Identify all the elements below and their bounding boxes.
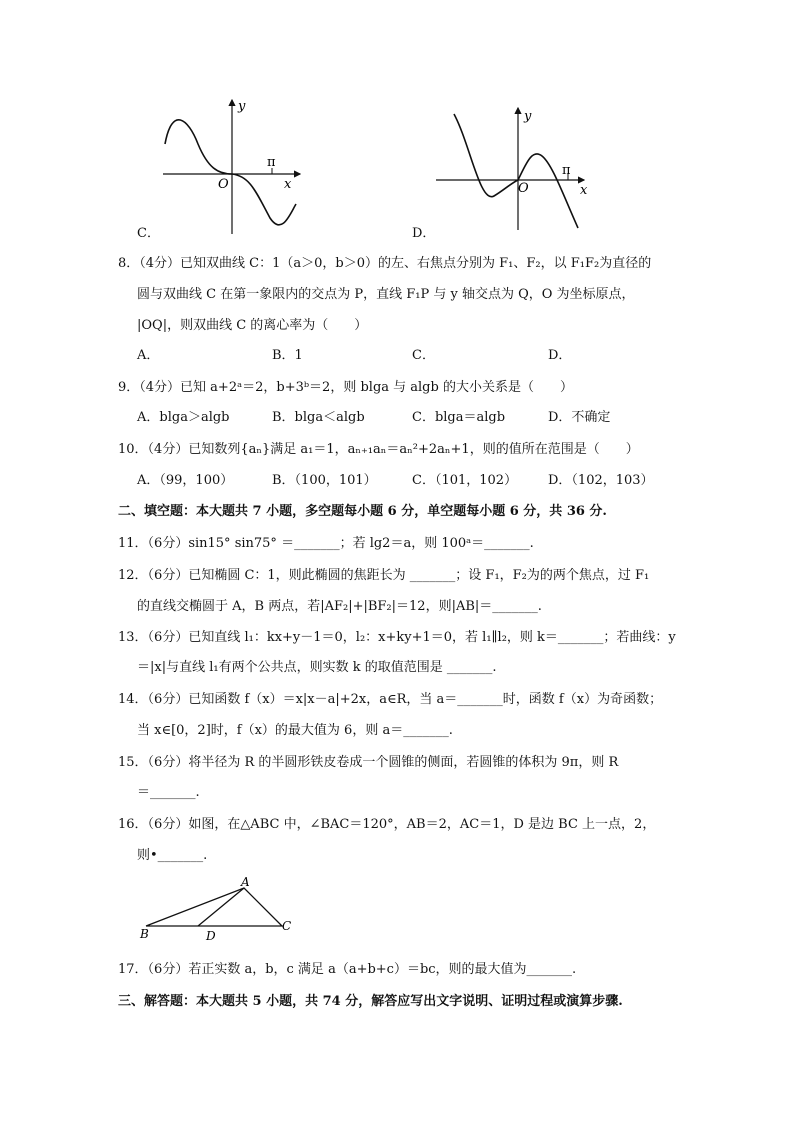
section-2-heading: 二、填空题：本大题共 7 小题，多空题每小题 6 分，单空题每小题 6 分，共 36 分. [118,504,607,519]
curve-d [454,114,578,228]
q17: 17．（6分）若正实数 a，b，c 满足 a（a+b+c）＝bc，则的最大值为_______. [118,962,577,977]
vertex-b: B [140,927,149,941]
q8-option-b: B．1 [272,348,303,363]
q12-line1: 12．（6分）已知椭圆 C：1，则此椭圆的焦距长为 _______；设 F₁，F₂为的两个焦点，过 F₁ [118,568,650,583]
option-c-label: C． [137,226,160,241]
q12-line2: 的直线交椭圆于 A，B 两点，若|AF₂|+|BF₂|＝12，则|AB|＝_______. [137,599,542,614]
triangle-figure [138,876,298,942]
q9-line1: 9．（4分）已知 a+2ᵃ＝2，b+3ᵇ＝2，则 blga 与 algb 的大小关系是（ ） [118,380,573,395]
section-3-heading: 三、解答题：本大题共 5 小题，共 74 分，解答应写出文字说明、证明过程或演算步骤. [118,994,623,1009]
origin-label: O [518,181,529,196]
q8-option-c: C． [412,348,435,363]
pi-label: π [562,163,571,178]
triangle-abc [146,888,282,926]
y-label: y [238,99,246,114]
x-label: x [580,183,588,198]
q8-line3: |OQ|，则双曲线 C 的离心率为（ ） [137,318,368,333]
q16-line2: 则•_______. [137,848,208,863]
q10-option-a: A．（99，100） [137,473,234,488]
q15-line2: ＝_______. [137,785,200,800]
graph-c [160,96,305,238]
q11: 11．（6分）sin15° sin75° ＝_______；若 lg2＝a，则 100ᵃ＝_______. [118,536,534,551]
origin-label: O [218,177,229,192]
q10-option-c: C．（101，102） [412,473,518,488]
q15-line1: 15．（6分）将半径为 R 的半圆形铁皮卷成一个圆锥的侧面，若圆锥的体积为 9π，则 R [118,755,619,770]
q14-line2: 当 x∈[0，2]时，f（x）的最大值为 6，则 a＝_______. [137,723,453,738]
q16-line1: 16．（6分）如图，在△ABC 中，∠BAC＝120°，AB＝2，AC＝1，D 是边 BC 上一点，2， [118,817,656,832]
q8-line1: 8．（4分）已知双曲线 C：1（a＞0，b＞0）的左、右焦点分别为 F₁、F₂，以 F₁F₂为直径的 [118,256,652,271]
x-label: x [284,177,292,192]
q10-line1: 10．（4分）已知数列{aₙ}满足 a₁＝1，aₙ₊₁aₙ＝aₙ²+2aₙ+1，则的值所在范围是（ ） [118,442,639,457]
q9-option-c: C．blga＝algb [412,410,506,425]
segment-ad [198,888,244,926]
q14-line1: 14．（6分）已知函数 f（x）＝x|x－a|+2x，a∈R，当 a＝_______时，函数 f（x）为奇函数； [118,692,663,707]
q8-option-a: A． [137,348,160,363]
curve-c [165,120,296,225]
pi-label: π [267,155,276,170]
q8-line2: 圆与双曲线 C 在第一象限内的交点为 P，直线 F₁P 与 y 轴交点为 Q，O 为坐标原点， [137,287,635,302]
graph-d [432,104,592,232]
vertex-c: C [282,919,292,933]
y-label: y [524,109,532,124]
q9-option-a: A．blga＞algb [137,410,230,425]
point-d: D [206,929,216,942]
q13-line2: ＝|x|与直线 l₁有两个公共点，则实数 k 的取值范围是 _______. [137,660,497,675]
option-d-label: D． [412,226,436,241]
q10-option-d: D．（102，103） [548,473,654,488]
vertex-a: A [241,876,250,889]
q13-line1: 13．（6分）已知直线 l₁：kx+y－1＝0，l₂：x+ky+1＝0，若 l₁∥l₂，则 k＝_______；若曲线：y [118,630,676,645]
q9-option-b: B．blga＜algb [272,410,365,425]
q8-option-d: D． [548,348,572,363]
q9-option-d: D．不确定 [548,410,611,425]
q10-option-b: B．（100，101） [272,473,377,488]
